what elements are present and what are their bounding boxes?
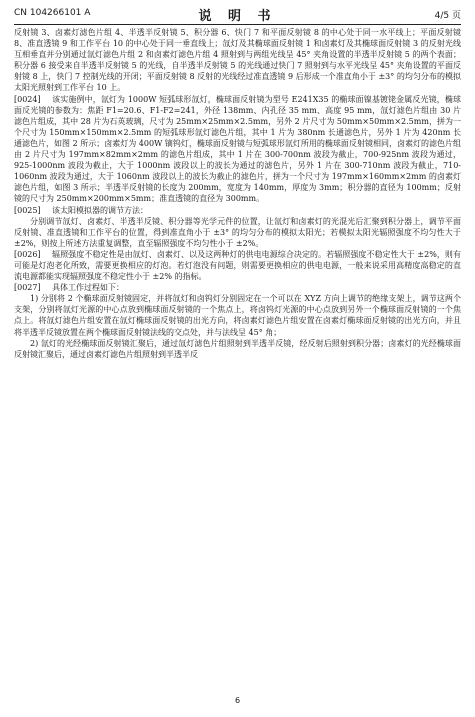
paragraph (14, 249, 461, 282)
paragraph (14, 205, 461, 216)
paragraph-text: 该实施例中，氙灯为 1000W 短弧球形氙灯，椭球面反射镜为型号 E241X35 的椭球面镍基镀铑金属反光镜，椭球面反光镜的参数为：焦距 F1=20.6、F1-F2=241，外径 138mm、内孔径 35 mm、高度 95 mm，氙灯滤色片组由 30 片滤色片组成，其中 28 片为石英玻璃，尺寸为 25mm×25mm×2.5mm，另外 2 片尺寸为 50mm×50mm×2.5mm，拼为一个尺寸为 150mm×150mm×2.5mm 的短弧球形氙灯滤色片组，其中 1 片为 380nm 长通滤色片，另外 1 片为 420nm 长通滤色片，如图 2 所示；卤素灯为 400W 镝钨灯，椭球面反射镜与短弧球形氙灯所用的椭球面反射镜相同，卤素灯的滤色片组由 2 片尺寸为 197mm×82mm×2mm 的滤色片组成，其中 1 片在 300-700nm 波段为截止，700-925nm 波段为通过，925-1000nm 波段为截止，大于 1000nm 波段以上的波长为通过的滤色片，另外 1 片在 300-710nm 波段为截止，710-1060nm 波段为通过，大于 1060nm 波段以上的波长为截止的滤色片，拼为一个尺寸为 197mm×160mm×2mm 的卤素灯滤色片组，如图 3 所示；半透半反射镜的长度为 200mm，宽度为 140mm，厚度为 3mm；积分器的直径为 100mm；反射镜的尺寸为 250mm×200mm×5mm；准直透镜的直径为 300mm。 (14, 94, 461, 204)
paragraph-text: 该太阳模拟器的调节方法： (52, 205, 148, 215)
page-title: 说 明 书 (198, 9, 277, 24)
page-counter: 4/5 页 (434, 11, 461, 21)
paragraph (14, 338, 461, 360)
paragraph-number: [0024] (14, 94, 41, 104)
page-header (14, 4, 461, 22)
paragraph-text: 2) 氙灯的光经椭球面反射镜汇聚后，通过氙灯滤色片组照射到半透半反镜，经反射后照射到积分器；卤素灯的光经椭球面反射镜汇聚后，通过卤素灯滤色片组照射到半透半反 (14, 338, 461, 359)
paragraph-number: [0026] (14, 249, 41, 259)
paragraph (14, 94, 461, 205)
paragraph (14, 293, 461, 337)
document-body (14, 27, 461, 360)
paragraph-text: 辐照强度不稳定性是由氙灯、卤素灯、以及这两种灯的供电电源综合决定的。若辐照强度不稳定性大于 ±2%，则有可能是灯泡老化所致，需要更换相应的灯泡。若灯泡没有问题，则需要更换相应的供电电源，一般来说采用高精度高稳定的直流电源都能实现辐照强度不稳定性小于 ±2% 的指标。 (14, 249, 461, 282)
header-divider (14, 24, 461, 25)
paragraph-text: 反射镜 3、卤素灯滤色片组 4、半透半反射镜 5、积分器 6、快门 7 和平面反射镜 8 的中心处于同一水平线上；平面反射镜 8、准直透镜 9 和工作平台 10 的中心处于同一垂直线上；氙灯及其椭球面反射镜 1 和卤素灯及其椭球面反射镜 3 的反射光线互相垂直并分别通过氙灯滤色片组 2 和卤素灯滤色片组 4 照射到与两组光线呈 45° 夹角设置的半透半反射镜 5 的两个表面；积分器 6 接受来自半透半反射镜 5 的光线，自半透半反射镜 5 的光线通过快门 7 照射到与水平光线呈 45° 夹角设置的平面反射镜 8 上，快门 7 控制光线的开闭；平面反射镜 8 反射的光线经过准直透镜 9 后形成一个准直角小于 ±3° 的均匀分布的模拟太阳光照射到工作平台 10 上。 (14, 28, 461, 93)
document-number: CN 104266101 A (14, 8, 91, 18)
page-footer (0, 696, 475, 705)
page-number: 6 (234, 696, 241, 705)
paragraph-number: [0025] (14, 205, 41, 215)
paragraph-text: 1) 分别将 2 个椭球面反射镜固定，并将氙灯和卤钨灯分别固定在一个可以在 XYZ 方向上调节的绝缘支架上，调节这两个支架，分别将氙灯光源的中心点放到椭球面反射镜的一个焦点上，将卤钨灯光源的中心点放到另外一个椭球面反射镜的一个焦点上。将氙灯滤色片组安置在氙灯椭球面反射镜的出光方向，将卤素灯滤色片组安置在卤素灯椭球面反射镜的出光方向，并且将半透半反镜放置在两个椭球面反射镜法线的交点处，并与法线呈 45° 角； (14, 294, 461, 337)
paragraph (14, 216, 461, 249)
paragraph-text: 分别调节氙灯、卤素灯、半透半反镜、积分器等光学元件的位置，让氙灯和卤素灯的光混光后汇聚到积分器上，调节平面反射镜、准直透镜和工作平台的位置，得到准直角小于 ±3° 的均匀分布的模拟太阳光；若模拟太阳光辐照强度不均匀性大于 ±2%，则按上所述方法重复调整，直至辐照强度不均匀性小于 ±2%。 (14, 216, 461, 248)
paragraph-text: 具体工作过程如下： (52, 283, 124, 293)
paragraph (14, 27, 461, 94)
paragraph-number: [0027] (14, 283, 41, 293)
paragraph (14, 282, 461, 293)
